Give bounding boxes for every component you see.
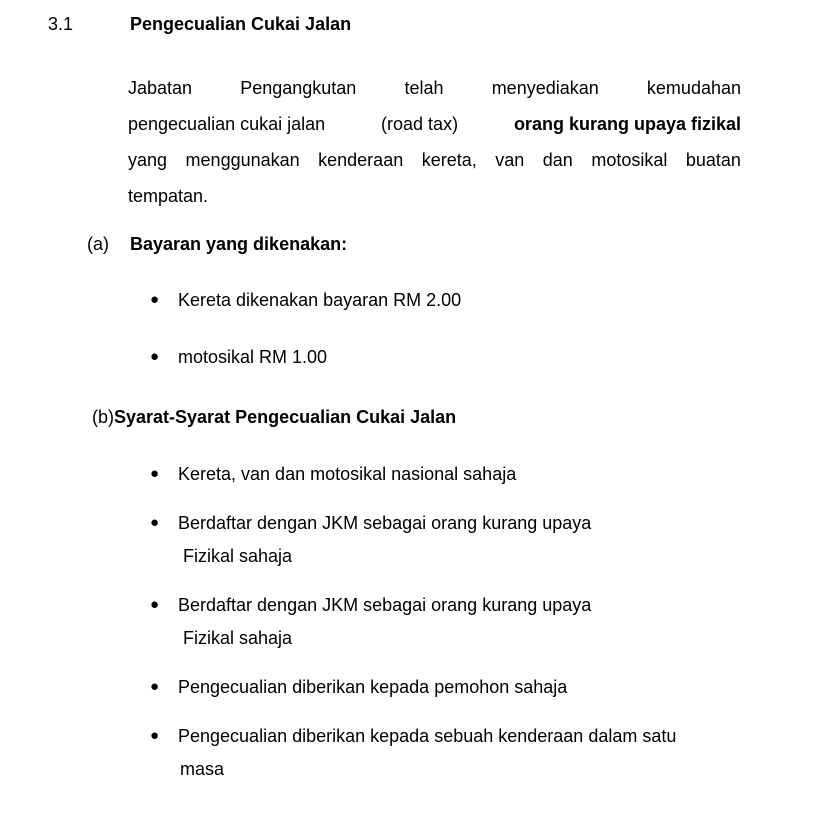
paragraph-word: van [495,150,525,170]
section-heading [48,12,748,36]
list-item-wrap-line: Fizikal sahaja [183,628,293,648]
list-item-line: Kereta, van dan motosikal nasional sahaja [178,464,517,484]
bullet-point-icon: ● [150,348,160,365]
paragraph-word: buatan [685,150,741,170]
paragraph-segment-road-tax: (road tax) [381,114,459,134]
paragraph-word: motosikal [591,150,668,170]
paragraph-word: kemudahan [646,78,741,98]
list-item-text [178,675,770,699]
paragraph-word: Jabatan [128,78,193,98]
bullet-point-icon: ● [150,596,160,613]
paragraph-word: kereta, [421,150,477,170]
list-item-wrap-line: masa [180,759,225,779]
list-item-b-marker: (b) [92,407,114,427]
list-item-wrap-line: Fizikal sahaja [183,546,293,566]
section-title: Pengecualian Cukai Jalan [130,14,352,34]
list-item-text [178,511,770,568]
list-item [150,345,770,369]
body-paragraph [128,70,741,214]
section-number: 3.1 [48,14,74,34]
list-item-line: Berdaftar dengan JKM sebagai orang kurang upaya [178,513,592,533]
paragraph-line-3 [128,142,741,178]
list-item-line: Pengecualian diberikan kepada sebuah kenderaan dalam satu [178,726,677,746]
paragraph-word: dan [542,150,573,170]
bullet-point-icon: ● [150,514,160,531]
list-item [150,511,770,568]
list-item-b [92,405,456,429]
list-item [150,593,770,650]
bullet-point-icon: ● [150,678,160,695]
paragraph-word: menyediakan [491,78,599,98]
paragraph-line-4: tempatan. [128,186,209,206]
list-item [150,462,770,486]
bullet-point-icon: ● [150,727,160,744]
paragraph-segment: pengecualian cukai jalan [128,114,326,134]
paragraph-line-1 [128,70,741,106]
list-item [150,288,770,312]
bullet-point-icon: ● [150,291,160,308]
list-item [150,724,770,781]
paragraph-line-2 [128,106,741,142]
list-item-a-label: Bayaran yang dikenakan: [130,234,348,254]
list-item-text [178,593,770,650]
bullet-list-a [150,288,770,402]
list-item-text: Kereta dikenakan bayaran RM 2.00 [178,290,462,310]
paragraph-word: telah [404,78,444,98]
paragraph-word: yang [128,150,168,170]
list-item-a [87,232,347,256]
list-item-a-marker: (a) [87,234,109,254]
list-item-b-label: Syarat-Syarat Pengecualian Cukai Jalan [114,407,457,427]
list-item-line: Berdaftar dengan JKM sebagai orang kurang upaya [178,595,592,615]
list-item-text [178,724,770,781]
paragraph-word: Pengangkutan [240,78,357,98]
bullet-list-b [150,462,770,806]
paragraph-word: kenderaan [318,150,404,170]
paragraph-word: menggunakan [185,150,300,170]
list-item-text: motosikal RM 1.00 [178,347,328,367]
list-item-text [178,462,770,486]
list-item [150,675,770,699]
paragraph-segment-emphasis: orang kurang upaya fizikal [513,114,741,134]
bullet-point-icon: ● [150,465,160,482]
list-item-line: Pengecualian diberikan kepada pemohon sahaja [178,677,568,697]
